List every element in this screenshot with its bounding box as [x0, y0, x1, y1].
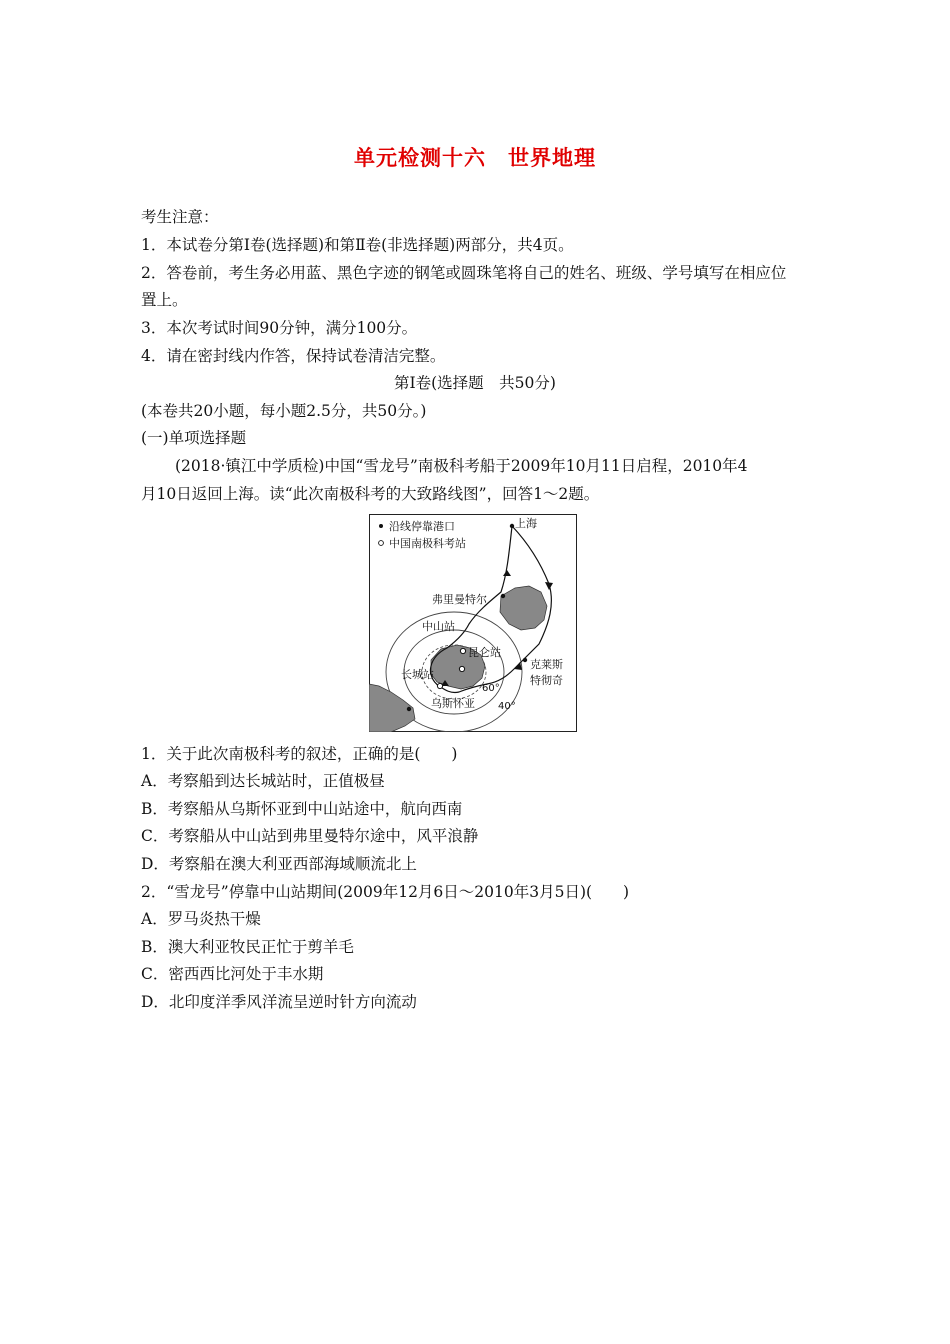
label-fremantle: 弗里曼特尔 — [432, 593, 487, 606]
port-marker-shanghai — [510, 524, 514, 528]
port-marker-ushuaia — [407, 707, 411, 711]
page-title: 单元检测十六 世界地理 — [354, 146, 596, 170]
section-note: (本卷共20小题，每小题2.5分，共50分。) — [141, 402, 427, 420]
legend-station-marker — [379, 541, 384, 546]
port-marker-fremantle — [501, 594, 505, 598]
label-kunlun: 昆仑站 — [468, 646, 501, 659]
label-christchurch-line2: 特彻奇 — [530, 674, 563, 687]
route-map — [369, 514, 577, 732]
label-ushuaia: 乌斯怀亚 — [431, 697, 475, 710]
station-marker-kunlun — [459, 666, 464, 671]
label-lat-40: 40° — [498, 701, 516, 712]
label-christchurch-line1: 克莱斯 — [530, 658, 563, 671]
label-shanghai: 上海 — [515, 517, 537, 530]
passage-line: (2018·镇江中学质检)中国“雪龙号”南极科考船于2009年10月11日启程，2010年4 — [175, 457, 748, 475]
question-option: D．北印度洋季风洋流呈逆时针方向流动 — [141, 993, 417, 1011]
passage-line: 月10日返回上海。读“此次南极科考的大致路线图”，回答1～2题。 — [141, 485, 600, 503]
notice-item: 3．本次考试时间90分钟，满分100分。 — [141, 319, 418, 337]
legend-port-label: 沿线停靠港口 — [389, 520, 455, 533]
section-title: 第Ⅰ卷(选择题 共50分) — [394, 374, 556, 392]
legend-station-label: 中国南极科考站 — [389, 537, 466, 550]
notice-item: 2．答卷前，考生务必用蓝、黑色字迹的钢笔或圆珠笔将自己的姓名、班级、学号填写在相应位 — [141, 264, 787, 282]
question-option: D．考察船在澳大利亚西部海域顺流北上 — [141, 855, 417, 873]
notice-item: 1．本试卷分第Ⅰ卷(选择题)和第Ⅱ卷(非选择题)两部分，共4页。 — [141, 236, 574, 254]
question-option: C．考察船从中山站到弗里曼特尔途中，风平浪静 — [141, 827, 479, 845]
notice-item: 4．请在密封线内作答，保持试卷清洁完整。 — [141, 347, 446, 365]
question-stem: 1．关于此次南极科考的叙述，正确的是( ) — [141, 745, 458, 763]
question-option: C．密西西比河处于丰水期 — [141, 965, 324, 983]
question-option: A．考察船到达长城站时，正值极昼 — [141, 772, 385, 790]
question-option: A．罗马炎热干燥 — [141, 910, 261, 928]
label-zhongshan: 中山站 — [422, 620, 455, 633]
part-heading: (一)单项选择题 — [141, 429, 247, 447]
question-option: B．澳大利亚牧民正忙于剪羊毛 — [141, 938, 354, 956]
label-changcheng: 长城站 — [401, 668, 434, 681]
question-option: B．考察船从乌斯怀亚到中山站途中，航向西南 — [141, 800, 463, 818]
label-lat-60: 60° — [482, 683, 500, 694]
station-marker-changcheng — [437, 683, 442, 688]
legend-port-marker — [379, 524, 383, 528]
station-marker-zhongshan — [460, 648, 465, 653]
port-marker-christchurch — [523, 658, 527, 662]
notice-heading: 考生注意： — [141, 208, 219, 226]
question-stem: 2．“雪龙号”停靠中山站期间(2009年12月6日～2010年3月5日)( ) — [141, 883, 630, 901]
notice-item: 置上。 — [141, 291, 188, 309]
